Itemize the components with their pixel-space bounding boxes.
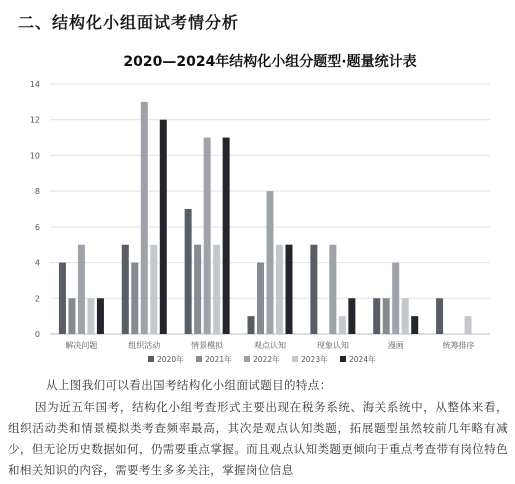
x-tick-label: 情景模拟 (191, 341, 224, 350)
bar (286, 245, 293, 334)
bar (348, 298, 355, 334)
bar (185, 209, 192, 334)
bar (160, 120, 167, 334)
bar (131, 263, 138, 334)
y-tick-label: 4 (34, 258, 40, 268)
y-tick-label: 6 (34, 222, 40, 232)
legend-swatch (148, 356, 154, 362)
bar (392, 263, 399, 334)
legend-swatch (292, 356, 298, 362)
bar (87, 298, 94, 334)
bar (465, 316, 472, 334)
x-tick-label: 漫画 (387, 341, 404, 350)
bar (436, 298, 443, 334)
section-title: 二、结构化小组面试考情分析 (18, 13, 240, 32)
paragraph-intro: 从上图我们可以看出国考结构化小组面试题目的特点： (46, 378, 332, 392)
legend-label: 2024年 (349, 355, 376, 364)
bar (223, 138, 230, 334)
legend-label: 2023年 (301, 355, 328, 364)
bar (267, 191, 274, 334)
legend-swatch (340, 356, 346, 362)
bar (248, 316, 255, 334)
bar (204, 138, 211, 334)
bar (257, 263, 264, 334)
x-tick-label: 组织活动 (128, 341, 161, 350)
chart-svg (0, 40, 515, 370)
bar (213, 245, 220, 334)
chart-title: 2020—2024年结构化小组分题型·题量统计表 (123, 54, 417, 70)
bar (402, 298, 409, 334)
y-tick-label: 0 (34, 330, 40, 339)
bar (339, 316, 346, 334)
bar (194, 245, 201, 334)
legend-label: 2022年 (253, 355, 280, 364)
y-tick-label: 8 (34, 187, 40, 197)
bar (276, 245, 283, 334)
legend-label: 2020年 (157, 355, 184, 364)
paragraph-body: 因为近五年国考，结构化小组考查形式主要出现在税务系统、海关系统中，从整体来看，组织活动类和情景模拟类考查频率最高，其次是观点认知类题，拓展题型虽然较前几年略有减少，但无论历史数据如何，仍需要重点掌握。而且观点认知类题更倾向于重点考查带有岗位特色和相关知识的内容，需要考生多多关注，掌握岗位信息 (8, 400, 508, 477)
bar (329, 245, 336, 334)
legend-label: 2021年 (205, 355, 232, 364)
bar-chart (0, 40, 515, 370)
x-tick-label: 解决问题 (65, 341, 98, 350)
y-tick-label: 2 (34, 294, 40, 304)
bar (97, 298, 104, 334)
bar (59, 263, 66, 334)
legend-swatch (244, 356, 250, 362)
bar (68, 298, 75, 334)
bar (122, 245, 129, 334)
bar (141, 102, 148, 334)
bar (373, 298, 380, 334)
y-tick-label: 12 (29, 115, 40, 125)
bar (383, 298, 390, 334)
y-tick-label: 10 (29, 151, 40, 161)
legend-swatch (196, 356, 202, 362)
x-tick-label: 现象认知 (316, 341, 349, 350)
x-tick-label: 观点认知 (254, 341, 286, 350)
x-tick-label: 统筹排序 (442, 341, 475, 350)
bar (78, 245, 85, 334)
y-tick-label: 14 (29, 80, 40, 89)
bar (411, 316, 418, 334)
bar (150, 245, 157, 334)
bar (310, 245, 317, 334)
